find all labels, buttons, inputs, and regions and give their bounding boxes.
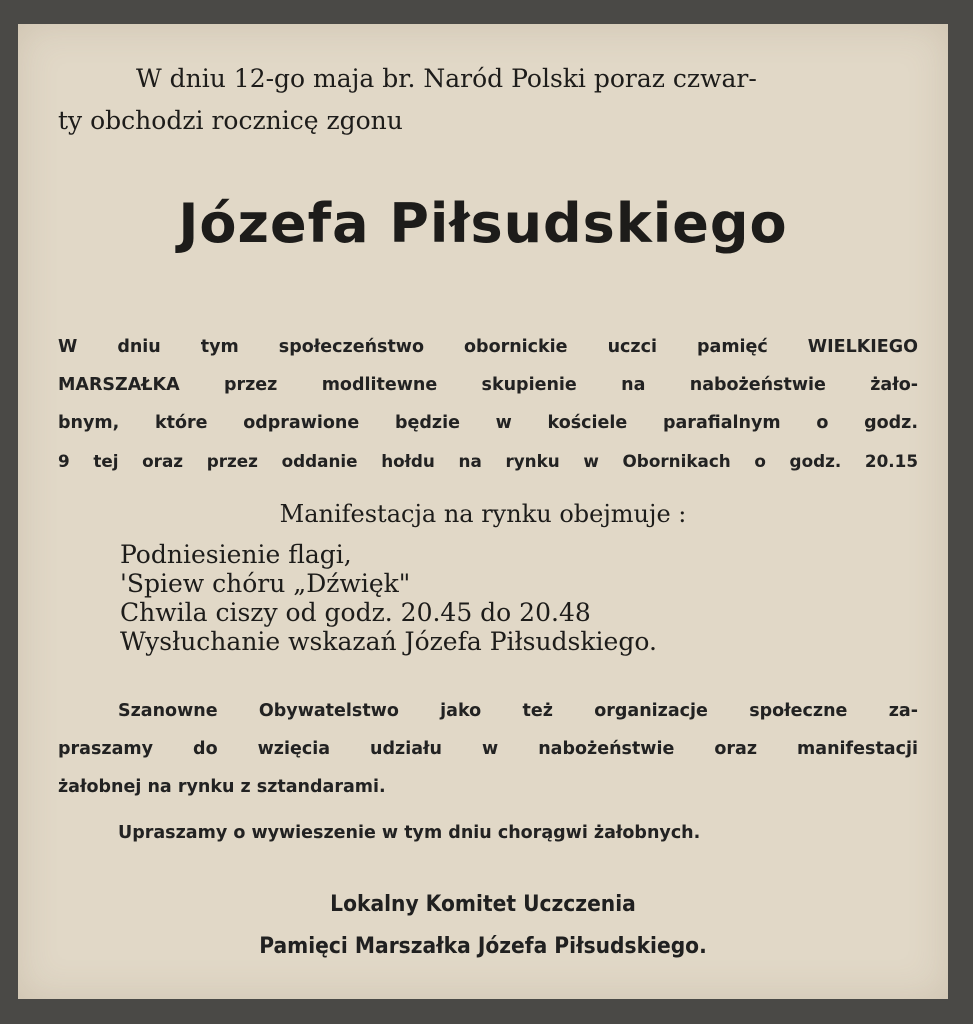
list-item: 'Spiew chóru „Dźwięk" — [120, 569, 411, 598]
paragraph-invitation — [58, 692, 918, 806]
paragraph-line: praszamy do wzięcia udziału w nabożeństwie oraz manifestacji — [58, 739, 918, 759]
paragraph-line: Szanowne Obywatelstwo jako też organizacje społeczne za- — [118, 701, 918, 721]
intro-line-1: W dniu 12-go maja br. Naród Polski poraz czwar- — [136, 64, 757, 93]
paragraph-line: bnym, które odprawione będzie w kościele parafialnym o godz. — [58, 413, 918, 433]
paragraph-request — [58, 814, 918, 852]
paragraph-line: żałobnej na rynku z sztandarami. — [58, 777, 386, 797]
list-item: Podniesienie flagi, — [120, 540, 352, 569]
paragraph-line: 9 tej oraz przez oddanie hołdu na rynku w Obornikach o godz. 20.15 — [58, 451, 918, 471]
manifestation-heading: Manifestacja na rynku obejmuje : — [279, 500, 687, 528]
paragraph-line: W dniu tym społeczeństwo obornickie uczci pamięć WIELKIEGO — [58, 337, 918, 357]
manifestation-list — [120, 540, 657, 656]
paragraph-ceremony — [58, 328, 918, 480]
signature-line-1: Lokalny Komitet Uczczenia — [330, 892, 636, 917]
paragraph-line: MARSZAŁKA przez modlitewne skupienie na nabożeństwie żało- — [58, 375, 918, 395]
notice-title: Józefa Piłsudskiego — [178, 192, 788, 255]
paragraph-line: Upraszamy o wywieszenie w tym dniu chorągwi żałobnych. — [118, 823, 701, 843]
intro-line-2: ty obchodzi rocznicę zgonu — [58, 106, 403, 135]
signature-line-2: Pamięci Marszałka Józefa Piłsudskiego. — [259, 934, 707, 959]
newspaper-notice — [18, 24, 948, 999]
list-item: Chwila ciszy od godz. 20.45 do 20.48 — [120, 598, 591, 627]
list-item: Wysłuchanie wskazań Józefa Piłsudskiego. — [120, 627, 657, 656]
